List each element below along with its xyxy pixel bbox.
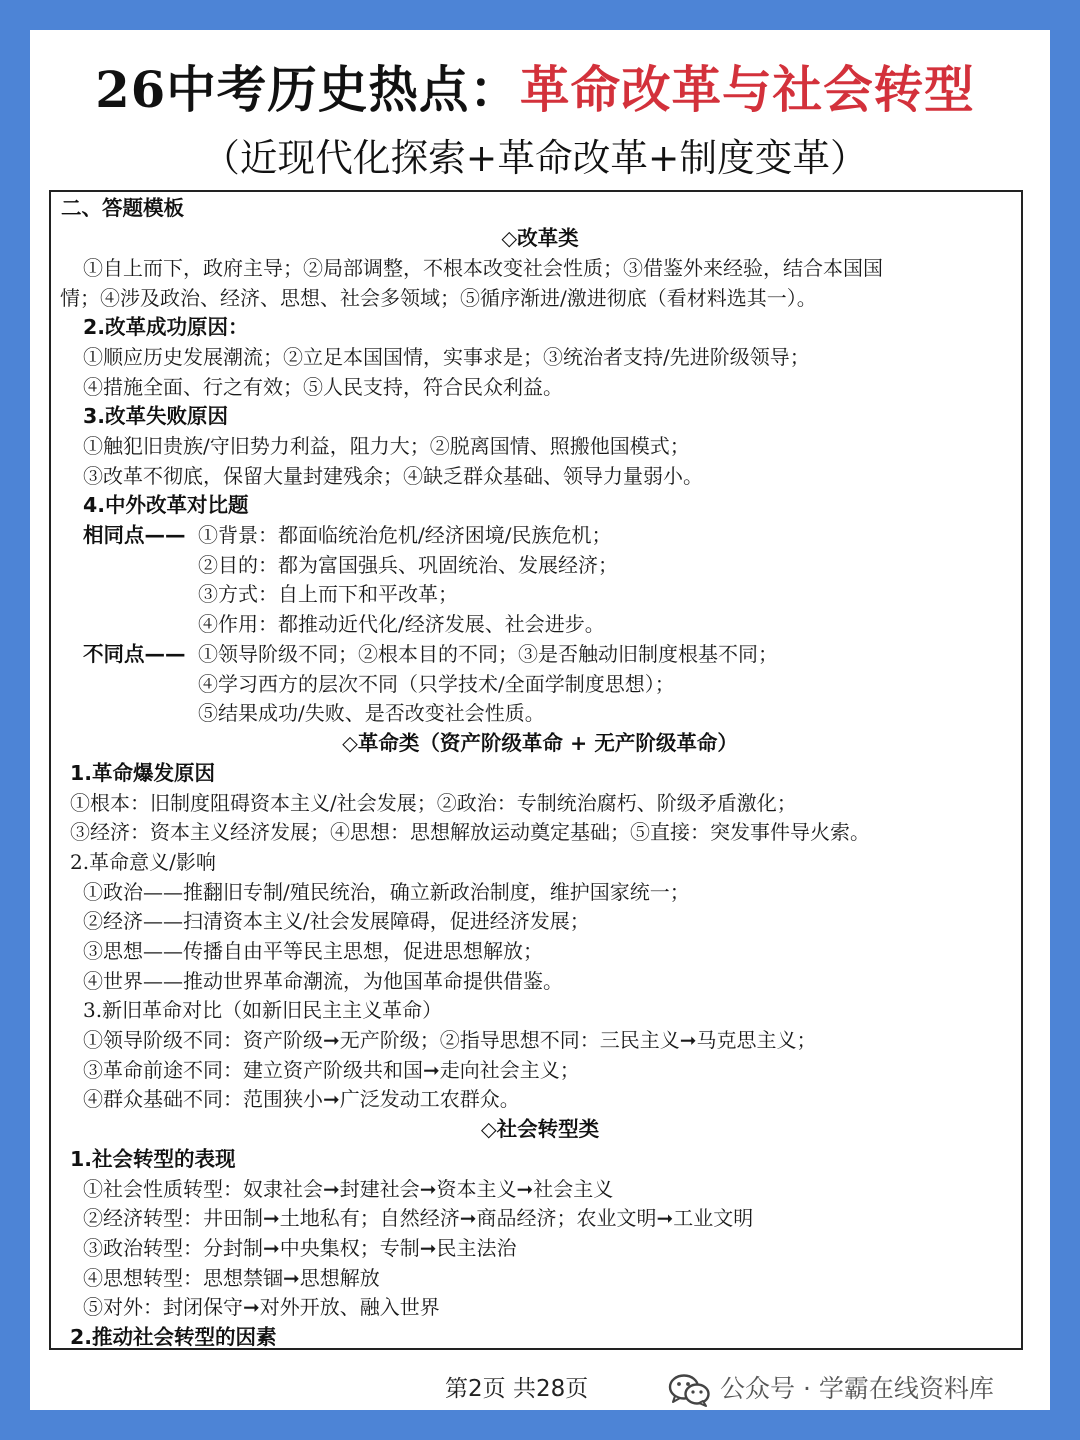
social-factor-heading: 2.推动社会转型的因素 <box>70 1325 277 1349</box>
social-heading: ◇社会转型类 <box>480 1117 600 1141</box>
revolution-meaning-2: ②经济——扫清资本主义/社会发展障碍，促进经济发展； <box>83 909 590 933</box>
same-label: 相同点—— <box>83 523 186 547</box>
social-item-4: ④思想转型：思想禁锢➞思想解放 <box>83 1266 380 1290</box>
page-title <box>0 50 1070 122</box>
reform-line-1: ①自上而下，政府主导；②局部调整，不根本改变社会性质；③借鉴外来经验，结合本国国 <box>83 256 883 280</box>
social-item-1: ①社会性质转型：奴隶社会➞封建社会➞资本主义➞社会主义 <box>83 1177 614 1201</box>
reform-compare-heading: 4.中外改革对比题 <box>83 493 249 517</box>
reform-success-1: ①顺应历史发展潮流；②立足本国国情，实事求是；③统治者支持/先进阶级领导； <box>83 345 810 369</box>
revolution-meaning-heading: 2.革命意义/影响 <box>70 850 216 874</box>
same-item-3: ③方式：自上而下和平改革； <box>198 582 458 606</box>
same-item-2: ②目的：都为富国强兵、巩固统治、发展经济； <box>198 553 618 577</box>
revolution-compare-1: ①领导阶级不同：资产阶级➞无产阶级；②指导思想不同：三民主义➞马克思主义； <box>83 1028 817 1052</box>
revolution-cause-2: ③经济：资本主义经济发展；④思想：思想解放运动奠定基础；⑤直接：突发事件导火索。 <box>70 820 870 844</box>
page-subtitle: （近现代化探索+革命改革+制度变革） <box>202 136 868 180</box>
social-show-heading: 1.社会转型的表现 <box>70 1147 236 1171</box>
diff-item-3: ⑤结果成功/失败、是否改变社会性质。 <box>198 701 545 725</box>
reform-fail-2: ③改革不彻底，保留大量封建残余；④缺乏群众基础、领导力量弱小。 <box>83 464 703 488</box>
reform-success-heading: 2.改革成功原因： <box>83 315 249 339</box>
revolution-compare-heading: 3.新旧革命对比（如新旧民主主义革命） <box>83 998 443 1022</box>
reform-heading: ◇改革类 <box>501 226 579 250</box>
diff-item-1: ①领导阶级不同；②根本目的不同；③是否触动旧制度根基不同； <box>198 642 778 666</box>
revolution-meaning-1: ①政治——推翻旧专制/殖民统治，确立新政治制度，维护国家统一； <box>83 880 690 904</box>
diff-label: 不同点—— <box>83 642 186 666</box>
watermark: 公众号 · 学霸在线资料库 <box>720 1374 994 1403</box>
title-prefix: 26中考历史热点： <box>95 60 520 119</box>
wechat-icon <box>668 1373 712 1407</box>
page-number: 第2页 共28页 <box>445 1376 589 1402</box>
same-item-1: ①背景：都面临统治危机/经济困境/民族危机； <box>198 523 612 547</box>
diff-item-2: ④学习西方的层次不同（只学技术/全面学制度思想）； <box>198 672 675 696</box>
title-highlight: 革命改革与社会转型 <box>519 60 975 119</box>
revolution-meaning-3: ③思想——传播自由平等民主思想，促进思想解放； <box>83 939 543 963</box>
section-heading: 二、答题模板 <box>61 196 184 220</box>
revolution-compare-3: ④群众基础不同：范围狭小➞广泛发动工农群众。 <box>83 1087 520 1111</box>
social-item-2: ②经济转型：井田制➞土地私有；自然经济➞商品经济；农业文明➞工业文明 <box>83 1206 754 1230</box>
revolution-heading: ◇革命类（资产阶级革命 + 无产阶级革命） <box>342 731 738 755</box>
social-item-5: ⑤对外：封闭保守➞对外开放、融入世界 <box>83 1295 440 1319</box>
revolution-cause-heading: 1.革命爆发原因 <box>70 761 216 785</box>
reform-fail-1: ①触犯旧贵族/守旧势力利益，阻力大；②脱离国情、照搬他国模式； <box>83 434 690 458</box>
revolution-meaning-4: ④世界——推动世界革命潮流，为他国革命提供借鉴。 <box>83 969 563 993</box>
social-item-3: ③政治转型：分封制➞中央集权；专制➞民主法治 <box>83 1236 517 1260</box>
revolution-compare-2: ③革命前途不同：建立资产阶级共和国➞走向社会主义； <box>83 1058 580 1082</box>
revolution-cause-1: ①根本：旧制度阻碍资本主义/社会发展；②政治：专制统治腐朽、阶级矛盾激化； <box>70 791 797 815</box>
reform-fail-heading: 3.改革失败原因 <box>83 404 229 428</box>
same-item-4: ④作用：都推动近代化/经济发展、社会进步。 <box>198 612 605 636</box>
reform-success-2: ④措施全面、行之有效；⑤人民支持，符合民众利益。 <box>83 375 563 399</box>
reform-line-2: 情；④涉及政治、经济、思想、社会多领域；⑤循序渐进/激进彻底（看材料选其一）。 <box>60 286 817 310</box>
